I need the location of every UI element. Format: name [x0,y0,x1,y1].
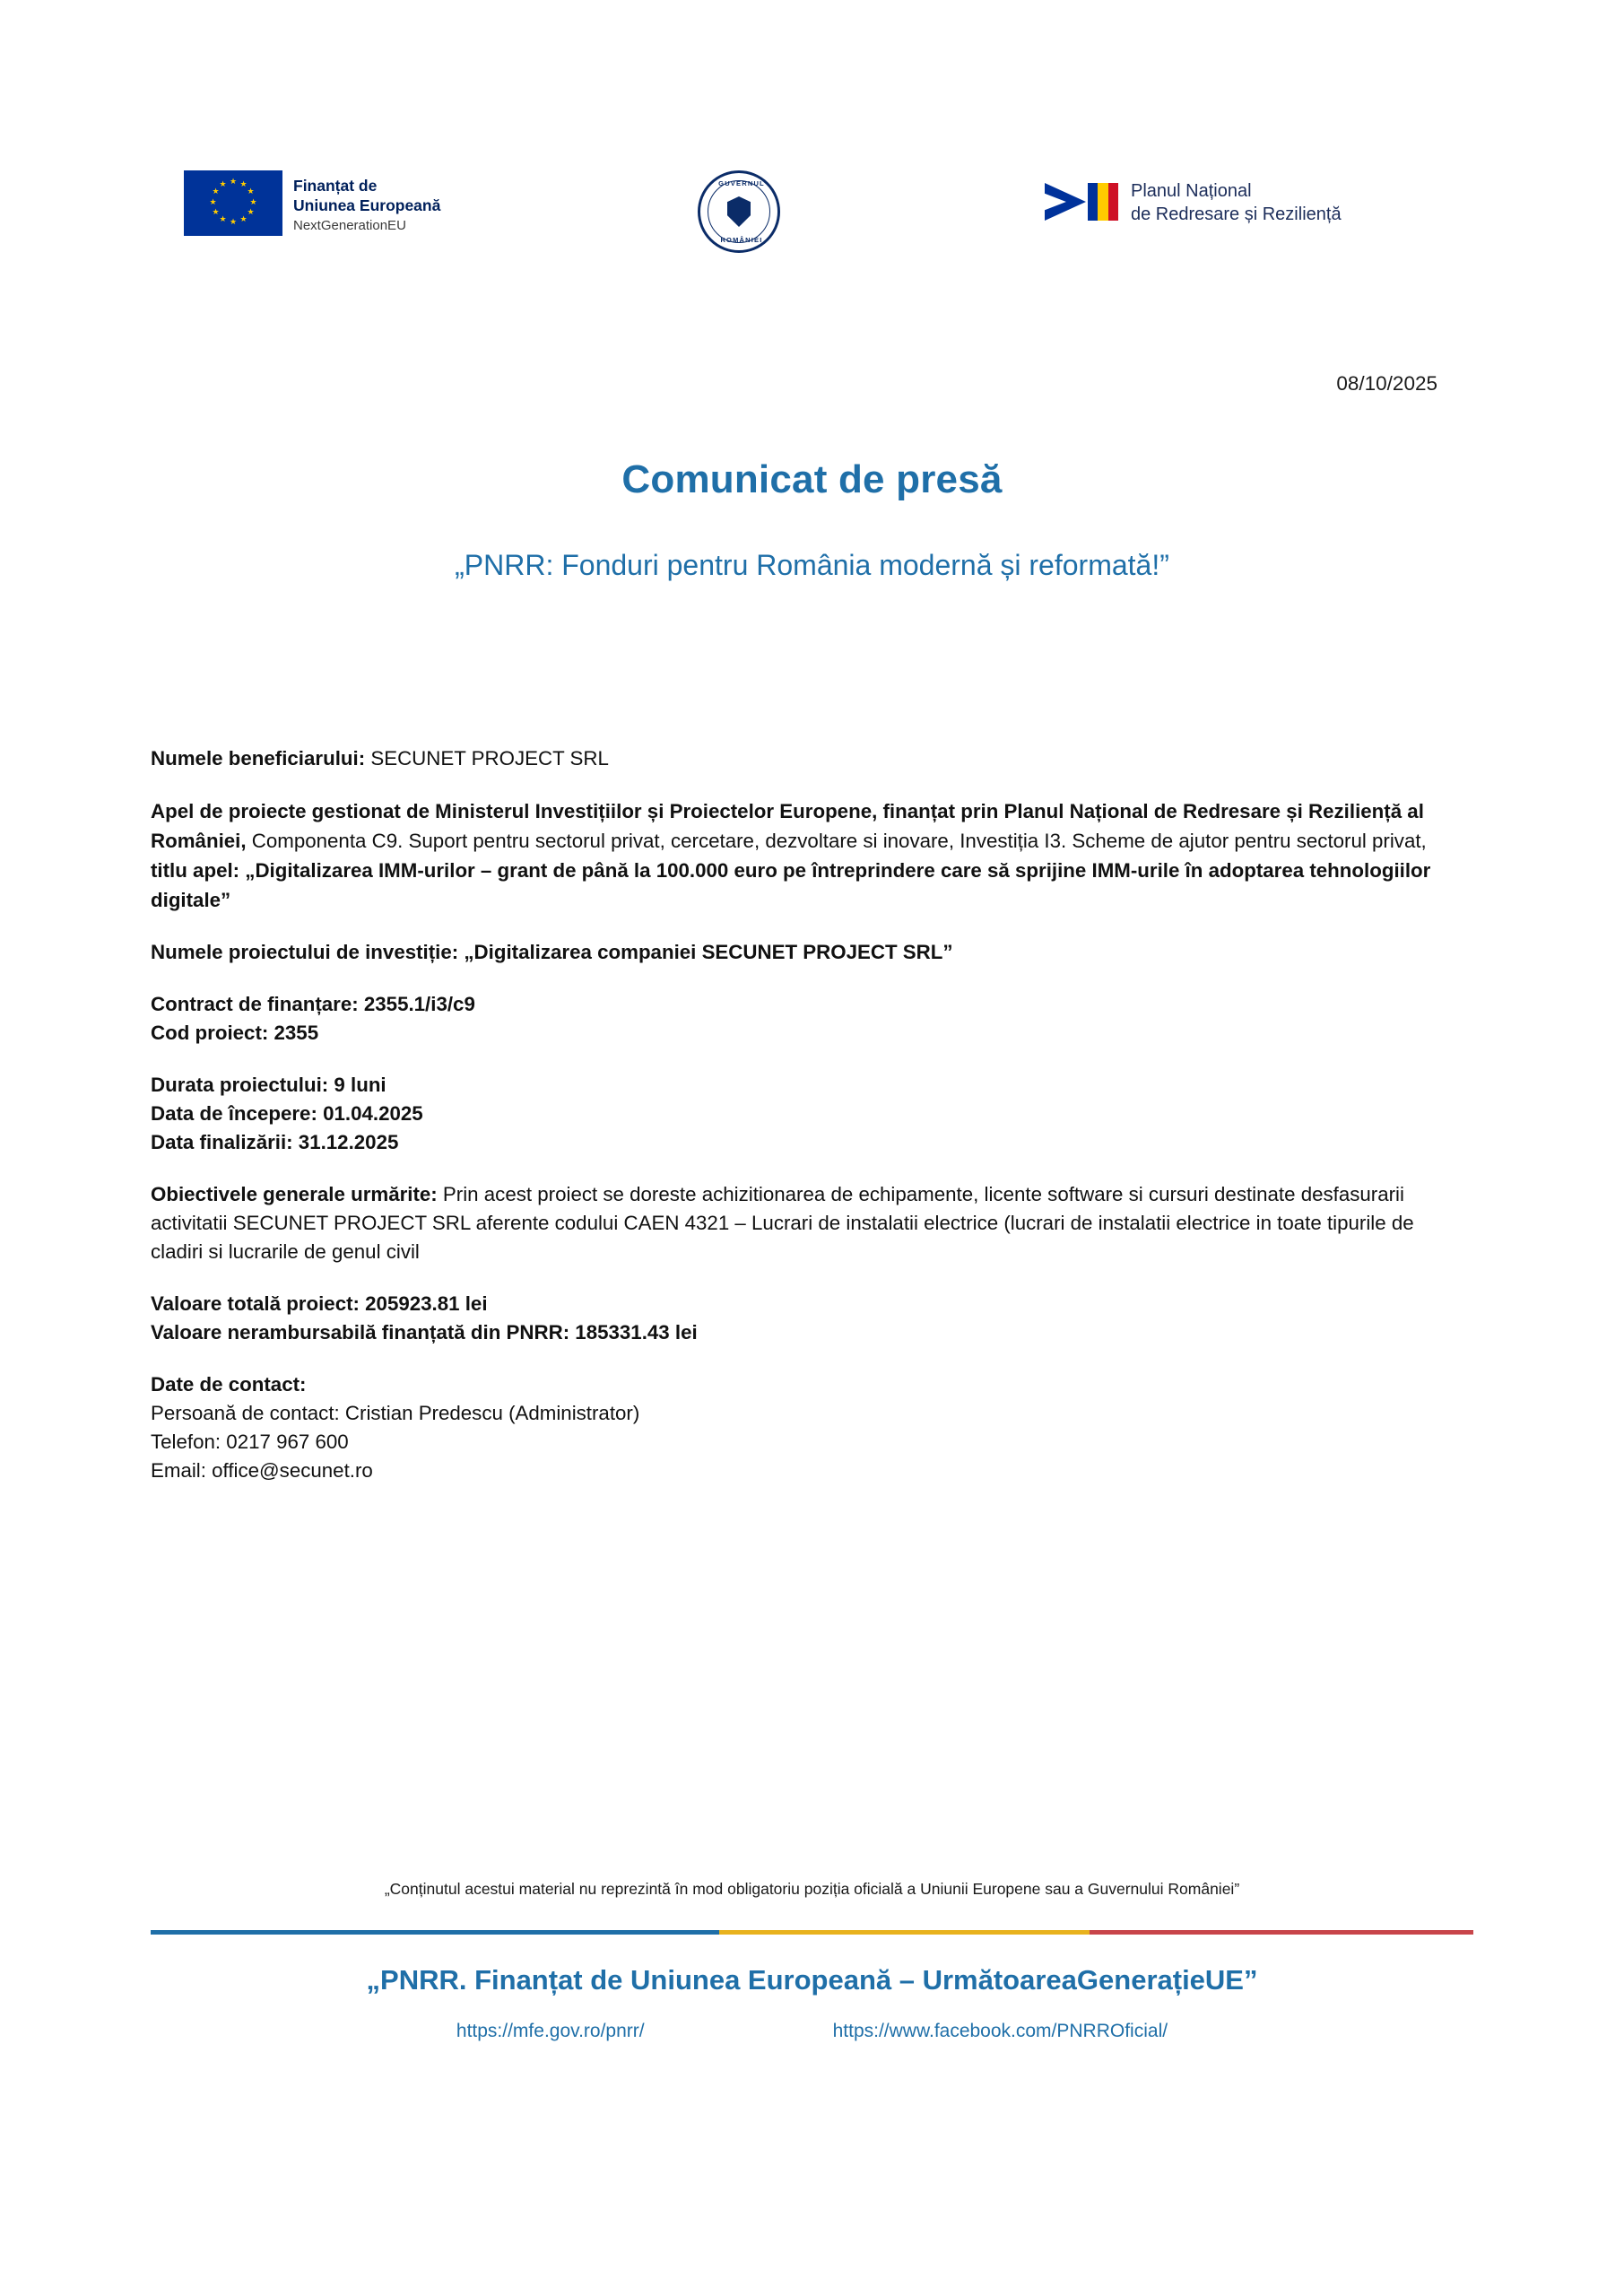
footer-tricolor-divider [151,1930,1473,1935]
values-paragraph [151,1290,1460,1347]
end-date-line: Data finalizării: 31.12.2025 [151,1131,399,1153]
start-date-line: Data de începere: 01.04.2025 [151,1102,423,1125]
contact-label: Date de contact: [151,1373,307,1396]
beneficiary-label: Numele beneficiarului: [151,747,366,770]
pnrr-logo-text [1131,174,1342,226]
eu-flag-icon: ★ ★ ★ ★ ★ ★ ★ ★ ★ ★ ★ ★ [184,170,282,236]
government-of-romania-logo [698,170,780,253]
eu-logo-line3: NextGenerationEU [293,218,406,233]
pnrr-logo [1045,174,1342,230]
government-seal-top-text: GUVERNUL [718,179,765,187]
logo-row [0,170,1624,269]
eu-logo-text [293,170,440,235]
pnrr-logo-line1: Planul Național [1131,181,1252,201]
call-normal-part: Componenta C9. Suport pentru sectorul privat, cercetare, dezvoltare si inovare, Investiția I3. Scheme de ajutor pentru sectorul privat, [246,830,1427,852]
footer-disclaimer: „Conținutul acestui material nu reprezintă în mod obligatoriu poziția oficială a Uniunii Europene sau a Guvernului României” [384,1880,1240,1898]
government-seal-icon [698,170,780,253]
objectives-paragraph [151,1180,1460,1266]
call-bold-part-2: titlu apel: „Digitalizarea IMM-urilor – grant de până la 100.000 euro pe întreprindere care să sprijine IMM-urile în adoptarea tehnologiilor digitale” [151,859,1431,911]
page-subtitle: „PNRR: Fonduri pentru România modernă și reformată!” [455,549,1169,581]
footer-link-mfe[interactable]: https://mfe.gov.ro/pnrr/ [456,2021,645,2041]
coat-of-arms-icon [727,196,751,227]
document-body [151,744,1460,1485]
footer-title: „PNRR. Finanțat de Uniunea Europeană – UrmătoareaGenerațieUE” [366,1964,1258,1996]
duration-line: Durata proiectului: 9 luni [151,1074,386,1096]
call-bold-part-1: Apel de proiecte gestionat de Ministerul Investițiilor și Proiectelor Europene, finanțat prin Planul Național de Redresare și Reziliență al României, [151,800,1424,852]
total-value-line: Valoare totală proiect: 205923.81 lei [151,1292,488,1315]
pnrr-arrow-icon [1045,183,1086,221]
contract-line: Contract de finanțare: 2355.1/i3/c9 [151,993,475,1015]
objectives-label: Obiectivele generale urmărite: [151,1183,438,1205]
eu-logo-line2: Uniunea Europeană [293,196,441,214]
government-seal-inner-ring [708,180,770,243]
footer-links [0,2021,1624,2042]
contact-phone: Telefon: 0217 967 600 [151,1431,349,1453]
project-name-paragraph [151,938,1460,967]
pnrr-mark-icon [1045,174,1120,230]
pnrr-tricolor-bars-icon [1088,183,1118,221]
duration-paragraph [151,1071,1460,1157]
contact-email: Email: office@secunet.ro [151,1459,373,1482]
contact-person: Persoană de contact: Cristian Predescu (Administrator) [151,1402,640,1424]
project-code-line: Cod proiect: 2355 [151,1022,319,1044]
document-date: 08/10/2025 [1336,372,1437,395]
contact-paragraph [151,1370,1460,1485]
page-title: Comunicat de presă [621,457,1003,501]
eu-funding-logo [184,170,440,236]
footer-link-facebook[interactable]: https://www.facebook.com/PNRROficial/ [832,2021,1168,2041]
government-seal-bottom-text: ROMÂNIEI [720,236,763,244]
eu-logo-line1: Finanțat de [293,177,378,195]
grant-value-line: Valoare nerambursabilă finanțată din PNRR: 185331.43 lei [151,1321,698,1344]
project-name-label: Numele proiectului de investiție: [151,941,459,963]
call-paragraph [151,796,1460,915]
beneficiary-value: SECUNET PROJECT SRL [365,747,609,770]
project-name-value: „Digitalizarea companiei SECUNET PROJECT SRL” [458,941,953,963]
contract-paragraph [151,990,1460,1048]
objectives-value: Prin acest proiect se doreste achizitionarea de echipamente, licente software si cursuri destinate desfasurarii activitatii SECUNET PROJECT SRL aferente codului CAEN 4321 – Lucrari de instalatii electrice (lucrari de instalatii electrice in toate tipurile de cladiri si lucrarile de genul civil [151,1183,1414,1263]
pnrr-logo-line2: de Redresare și Reziliență [1131,204,1342,224]
beneficiary-paragraph [151,744,1460,773]
